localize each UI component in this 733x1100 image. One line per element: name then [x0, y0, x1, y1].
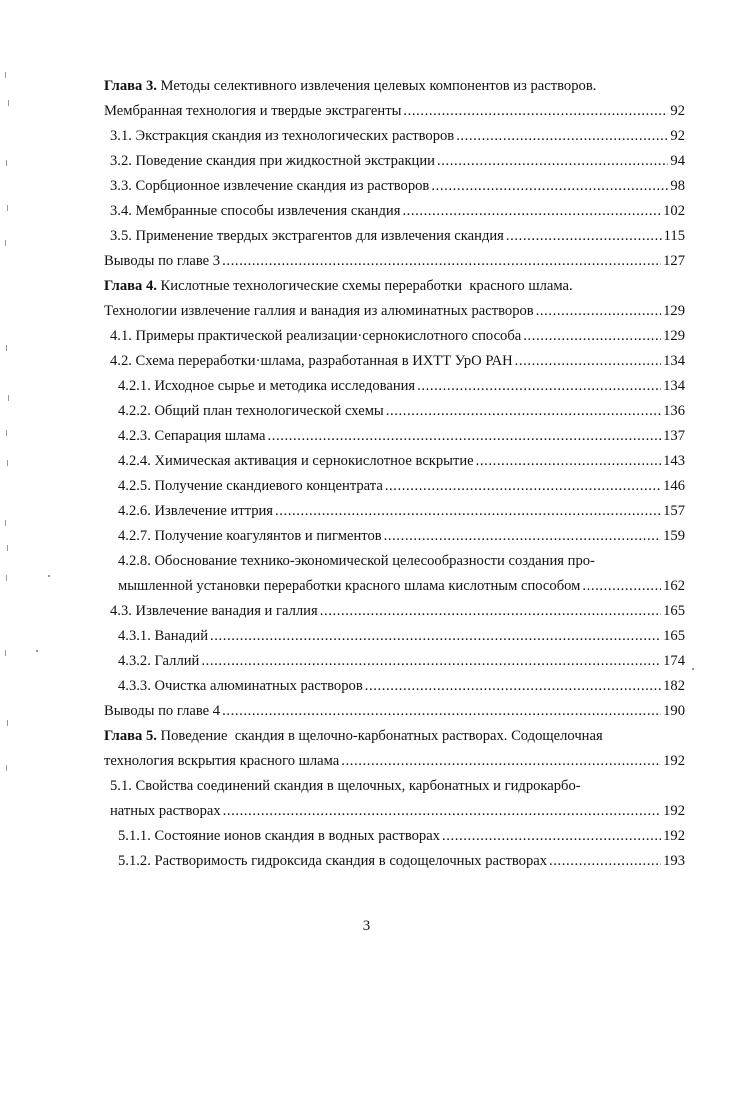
toc-line: [104, 374, 685, 399]
toc-entry-title: 4.2.6. Извлечение иттрия: [118, 503, 274, 519]
toc-entry-page: 129: [663, 328, 685, 344]
toc-line: [104, 274, 685, 299]
toc-line: [104, 349, 685, 374]
toc-line: [104, 774, 685, 799]
toc-line: [104, 599, 685, 624]
dot-leader: [523, 324, 661, 349]
dot-leader: [417, 374, 661, 399]
toc-line: [104, 649, 685, 674]
toc-line: [104, 699, 685, 724]
toc-entry-title: 4.2.3. Сепарация шлама: [118, 428, 266, 444]
scan-artifact: [6, 345, 7, 351]
toc-entry-title: 3.4. Мембранные способы извлечения скандия: [110, 203, 401, 219]
scan-artifact: [5, 520, 6, 526]
toc-entry-page: 134: [663, 353, 685, 369]
toc-line: [104, 74, 685, 99]
toc-entry-title: 4.3.2. Галлий: [118, 653, 200, 669]
dot-leader: [222, 249, 661, 274]
dot-leader: [536, 299, 661, 324]
toc-line: [104, 174, 685, 199]
scan-artifact: [7, 720, 8, 726]
toc-entry-title: 5.1.2. Растворимость гидроксида скандия в содощелочных растворах: [118, 853, 548, 869]
toc-entry-page: 192: [663, 803, 685, 819]
toc-entry-page: 193: [663, 853, 685, 869]
scan-artifact: [7, 545, 8, 551]
dot-leader: [549, 849, 661, 874]
toc-line: [104, 224, 685, 249]
toc-entry-page: 157: [663, 503, 685, 519]
toc-entry-title: 4.2. Схема переработки·шлама, разработанная в ИХТТ УрО РАН: [110, 353, 513, 369]
scan-artifact: [6, 765, 7, 771]
toc-entry-page: 98: [670, 178, 685, 194]
toc-entry-title: 4.2.5. Получение скандиевого концентрата: [118, 478, 383, 494]
toc-entry-page: 159: [663, 528, 685, 544]
toc-line: [104, 849, 685, 874]
toc-entry-title: 3.2. Поведение скандия при жидкостной экстракции: [110, 153, 435, 169]
dot-leader: [201, 649, 661, 674]
toc-entry-page: 165: [663, 603, 685, 619]
toc-line: [104, 749, 685, 774]
toc-entry-page: 174: [663, 653, 685, 669]
toc-line: [104, 574, 685, 599]
toc-line: [104, 324, 685, 349]
scan-artifact: [6, 160, 7, 166]
toc-entry-page: 137: [663, 428, 685, 444]
toc-heading-text: Методы селективного извлечения целевых компонентов из растворов.: [156, 78, 597, 94]
scan-artifact: [6, 430, 7, 436]
dot-leader: [403, 99, 668, 124]
toc-entry-page: 162: [663, 578, 685, 594]
dot-leader: [365, 674, 661, 699]
toc-entry-page: 115: [663, 228, 685, 244]
dot-leader: [268, 424, 662, 449]
toc-entry-title: 3.1. Экстракция скандия из технологических растворов: [110, 128, 455, 144]
toc-entry-page: 146: [663, 478, 685, 494]
dot-leader: [515, 349, 661, 374]
toc-entry-page: 129: [663, 303, 685, 319]
toc-entry-page: 182: [663, 678, 685, 694]
dot-leader: [402, 199, 661, 224]
toc-line: [104, 99, 685, 124]
scan-artifact: [5, 240, 6, 246]
toc-entry-title: 3.3. Сорбционное извлечение скандия из растворов: [110, 178, 430, 194]
toc-entry-title: 4.1. Примеры практической реализации·сернокислотного способа: [110, 328, 522, 344]
toc-line: [104, 424, 685, 449]
scan-artifact: [5, 650, 6, 656]
toc-entry-page: 136: [663, 403, 685, 419]
toc-entry-title: 4.3. Извлечение ванадия и галлия: [110, 603, 318, 619]
toc-entry-title: натных растворах: [110, 803, 221, 819]
dot-leader: [386, 399, 661, 424]
dot-leader: [431, 174, 668, 199]
chapter-label: Глава 5.: [104, 728, 157, 744]
dot-leader: [476, 449, 661, 474]
dot-leader: [275, 499, 661, 524]
toc-line: [104, 474, 685, 499]
dot-leader: [506, 224, 662, 249]
toc-entry-title: 4.2.1. Исходное сырье и методика исследования: [118, 378, 416, 394]
toc-line: [104, 549, 685, 574]
toc-entry-page: 134: [663, 378, 685, 394]
toc-line: [104, 724, 685, 749]
dot-leader: [210, 624, 661, 649]
toc-heading-text: Кислотные технологические схемы переработки красного шлама.: [156, 278, 573, 294]
table-of-contents: [104, 74, 685, 874]
toc-line: [104, 199, 685, 224]
scan-artifact: [7, 460, 8, 466]
page-number: 3: [362, 918, 371, 934]
scan-speck: [48, 575, 50, 577]
scan-artifact: [7, 205, 8, 211]
toc-entry-page: 127: [663, 253, 685, 269]
chapter-label: Глава 4.: [104, 278, 157, 294]
toc-line: [104, 824, 685, 849]
toc-entry-title: Технологии извлечение галлия и ванадия из алюминатных растворов: [104, 303, 534, 319]
toc-entry-title: мышленной установки переработки красного шлама кислотным способом: [118, 578, 581, 594]
scan-speck: [692, 668, 694, 670]
toc-entry-page: 92: [670, 103, 685, 119]
toc-line: [104, 449, 685, 474]
dot-leader: [341, 749, 661, 774]
toc-line: [104, 124, 685, 149]
toc-heading-text: Поведение скандия в щелочно-карбонатных растворах. Содощелочная: [156, 728, 603, 744]
toc-entry-page: 94: [670, 153, 685, 169]
toc-line: [104, 524, 685, 549]
scan-artifact: [8, 395, 9, 401]
dot-leader: [385, 474, 661, 499]
toc-line: [104, 299, 685, 324]
toc-entry-title: 4.2.4. Химическая активация и сернокислотное вскрытие: [118, 453, 474, 469]
dot-leader: [456, 124, 668, 149]
toc-line: [104, 674, 685, 699]
dot-leader: [222, 699, 661, 724]
scan-artifact: [8, 100, 9, 106]
toc-line: [104, 249, 685, 274]
toc-entry-page: 92: [670, 128, 685, 144]
toc-entry-page: 143: [663, 453, 685, 469]
toc-line: [104, 499, 685, 524]
toc-line: [104, 624, 685, 649]
toc-line: [104, 149, 685, 174]
toc-entry-page: 102: [663, 203, 685, 219]
toc-entry-title: Выводы по главе 4: [104, 703, 221, 719]
toc-entry-title: 4.3.3. Очистка алюминатных растворов: [118, 678, 363, 694]
toc-entry-page: 165: [663, 628, 685, 644]
toc-entry-title: 4.2.7. Получение коагулянтов и пигментов: [118, 528, 382, 544]
dot-leader: [437, 149, 668, 174]
scan-artifact: [5, 72, 6, 78]
scan-speck: [36, 650, 38, 652]
chapter-label: Глава 3.: [104, 78, 157, 94]
dot-leader: [384, 524, 661, 549]
dot-leader: [223, 799, 661, 824]
dot-leader: [320, 599, 661, 624]
dot-leader: [582, 574, 661, 599]
toc-entry-title: 4.2.2. Общий план технологической схемы: [118, 403, 384, 419]
toc-entry-page: 192: [663, 753, 685, 769]
toc-heading-text: 5.1. Свойства соединений скандия в щелочных, карбонатных и гидрокарбо-: [110, 778, 581, 794]
toc-entry-title: 4.3.1. Ванадий: [118, 628, 209, 644]
toc-line: [104, 799, 685, 824]
toc-entry-title: 3.5. Применение твердых экстрагентов для извлечения скандия: [110, 228, 504, 244]
toc-line: [104, 399, 685, 424]
scan-artifact: [6, 575, 7, 581]
toc-entry-page: 190: [663, 703, 685, 719]
toc-entry-title: Выводы по главе 3: [104, 253, 221, 269]
toc-heading-text: 4.2.8. Обоснование технико-экономической целесообразности создания про-: [118, 553, 595, 569]
dot-leader: [442, 824, 661, 849]
toc-entry-title: Мембранная технология и твердые экстрагенты: [104, 103, 402, 119]
toc-entry-page: 192: [663, 828, 685, 844]
toc-entry-title: технология вскрытия красного шлама: [104, 753, 340, 769]
toc-entry-title: 5.1.1. Состояние ионов скандия в водных растворах: [118, 828, 440, 844]
